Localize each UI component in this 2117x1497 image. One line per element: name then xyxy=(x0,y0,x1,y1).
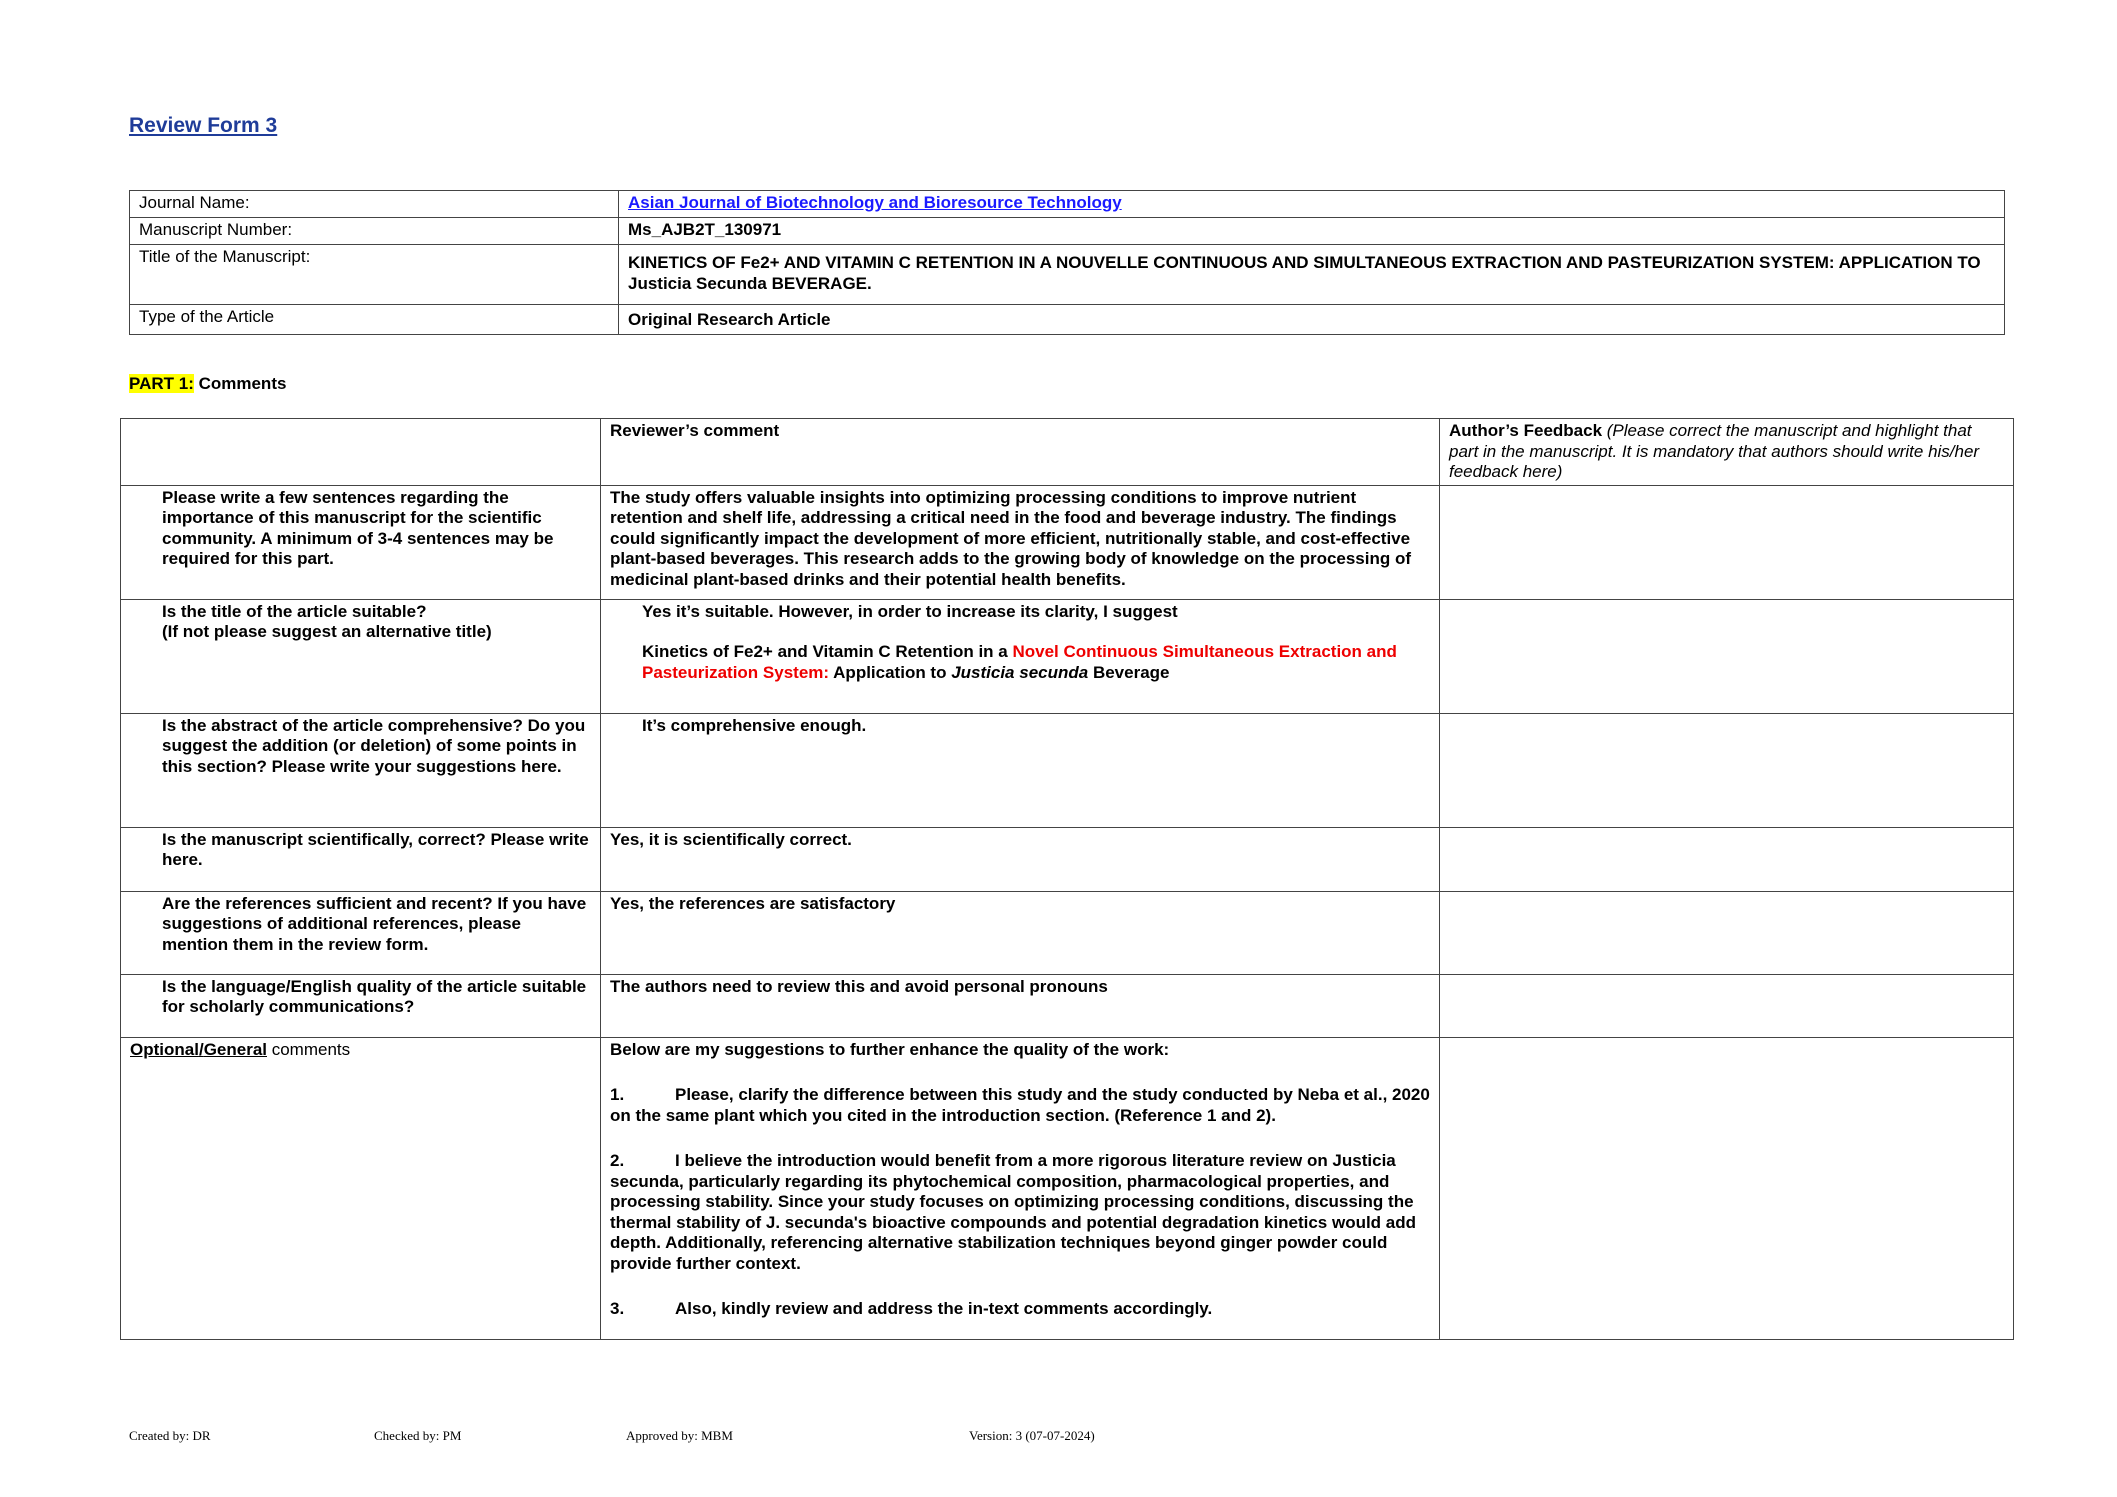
t-it: Justicia secunda xyxy=(951,662,1089,682)
author-feedback-cell[interactable] xyxy=(1440,713,2014,827)
suggested-title xyxy=(610,642,1430,683)
author-header-bold: Author’s Feedback xyxy=(1449,421,1603,440)
title-label: Title of the Manuscript: xyxy=(130,245,619,305)
author-feedback-cell[interactable] xyxy=(1440,485,2014,599)
question: Are the references sufficient and recent? If you have suggestions of additional references, please mention them in the review form. xyxy=(121,891,601,974)
part-heading xyxy=(129,374,286,394)
journal-label: Journal Name: xyxy=(130,191,619,218)
reviewer-comment: The authors need to review this and avoid personal pronouns xyxy=(601,974,1440,1037)
item-text: Also, kindly review and address the in-text comments accordingly. xyxy=(675,1299,1213,1318)
optional-intro: Below are my suggestions to further enhance the quality of the work: xyxy=(610,1039,1170,1059)
question: Is the language/English quality of the article suitable for scholarly communications? xyxy=(121,974,601,1037)
question: Please write a few sentences regarding the importance of this manuscript for the scientific community. A minimum of 3-4 sentences may be required for this part. xyxy=(121,485,601,599)
optional-comments xyxy=(601,1037,1440,1339)
author-header xyxy=(1440,419,2014,486)
author-feedback-cell[interactable] xyxy=(1440,1037,2014,1339)
t-b: Application to xyxy=(829,662,952,682)
reviewer-comment xyxy=(601,599,1440,713)
author-header-note: (Please correct the manuscript and highlight that part in the manuscript. It is mandatory that authors should write his/her feedback here) xyxy=(1449,421,1980,481)
author-feedback-cell[interactable] xyxy=(1440,599,2014,713)
reviewer-comment: Yes, it is scientifically correct. xyxy=(601,827,1440,891)
type-label: Type of the Article xyxy=(130,305,619,335)
question: Is the manuscript scientifically, correct? Please write here. xyxy=(121,827,601,891)
t-c: Beverage xyxy=(1088,662,1170,682)
part-label: PART 1: xyxy=(129,374,194,393)
comments-table xyxy=(120,418,2014,1340)
journal-link[interactable]: Asian Journal of Biotechnology and Bioresource Technology xyxy=(628,193,1122,212)
comment-line: Yes it’s suitable. However, in order to increase its clarity, I suggest xyxy=(642,601,1178,621)
manuscript-title: KINETICS OF Fe2+ AND VITAMIN C RETENTION IN A NOUVELLE CONTINUOUS AND SIMULTANEOUS EXTRACTION AND PASTEURIZATION SYSTEM: APPLICATION TO Justicia Secunda BEVERAGE. xyxy=(619,245,2005,305)
reviewer-header: Reviewer’s comment xyxy=(601,419,1440,486)
suggestion-item xyxy=(610,1299,1430,1320)
ms-number: Ms_AJB2T_130971 xyxy=(619,218,2005,245)
header-empty xyxy=(121,419,601,486)
t-a: Kinetics of Fe2+ and Vitamin C Retention in a xyxy=(642,642,1013,661)
item-text: I believe the introduction would benefit from a more rigorous literature review on Justicia secunda, particularly regarding its phytochemical composition, pharmacological properties, and processing stability. Since your study focuses on optimizing processing conditions, discussing the thermal stability of J. secunda's bioactive compounds and potential degradation kinetics would add depth. Additionally, referencing alternative stabilization techniques beyond ginger powder could provide further context. xyxy=(610,1151,1417,1273)
footer-approved: Approved by: MBM xyxy=(626,1428,733,1443)
opt-rest: comments xyxy=(267,1039,351,1059)
item-number: 3. xyxy=(610,1299,625,1318)
author-feedback-cell[interactable] xyxy=(1440,974,2014,1037)
article-type: Original Research Article xyxy=(619,305,2005,335)
opt-b: General xyxy=(203,1039,267,1059)
question: Is the title of the article suitable? (If not please suggest an alternative title) xyxy=(121,599,601,713)
reviewer-comment: It’s comprehensive enough. xyxy=(642,715,867,735)
reviewer-comment: The study offers valuable insights into optimizing processing conditions to improve nutrient retention and shelf life, addressing a critical need in the food and beverage industry. The findings could significantly impact the development of more efficient, nutritionally stable, and cost-effective plant-based beverages. This research adds to the growing body of knowledge on the processing of medicinal plant-based drinks and their potential health benefits. xyxy=(601,485,1440,599)
footer-created: Created by: DR xyxy=(129,1428,211,1443)
suggestion-item xyxy=(610,1085,1430,1126)
author-feedback-cell[interactable] xyxy=(1440,827,2014,891)
item-text: Please, clarify the difference between this study and the study conducted by Neba et al., 2020 on the same plant which you cited in the introduction section. (Reference 1 and 2). xyxy=(610,1085,1430,1125)
manuscript-info-table xyxy=(129,190,2005,335)
opt-a: Optional xyxy=(130,1039,199,1059)
item-number: 2. xyxy=(610,1151,625,1170)
form-title[interactable]: Review Form 3 xyxy=(129,114,278,137)
reviewer-comment: Yes, the references are satisfactory xyxy=(601,891,1440,974)
footer-version: Version: 3 (07-07-2024) xyxy=(969,1428,1095,1443)
ms-label: Manuscript Number: xyxy=(130,218,619,245)
part-rest: Comments xyxy=(193,374,287,393)
optional-label xyxy=(121,1037,601,1339)
footer-checked: Checked by: PM xyxy=(374,1428,462,1443)
item-number: 1. xyxy=(610,1085,625,1104)
opt-sep: / xyxy=(198,1039,204,1059)
suggestion-item xyxy=(610,1151,1430,1274)
t-red: Novel Continuous Simultaneous Extraction and Pasteurization System: xyxy=(642,642,1397,682)
author-feedback-cell[interactable] xyxy=(1440,891,2014,974)
question: Is the abstract of the article comprehensive? Do you suggest the addition (or deletion) of some points in this section? Please write your suggestions here. xyxy=(121,713,601,827)
